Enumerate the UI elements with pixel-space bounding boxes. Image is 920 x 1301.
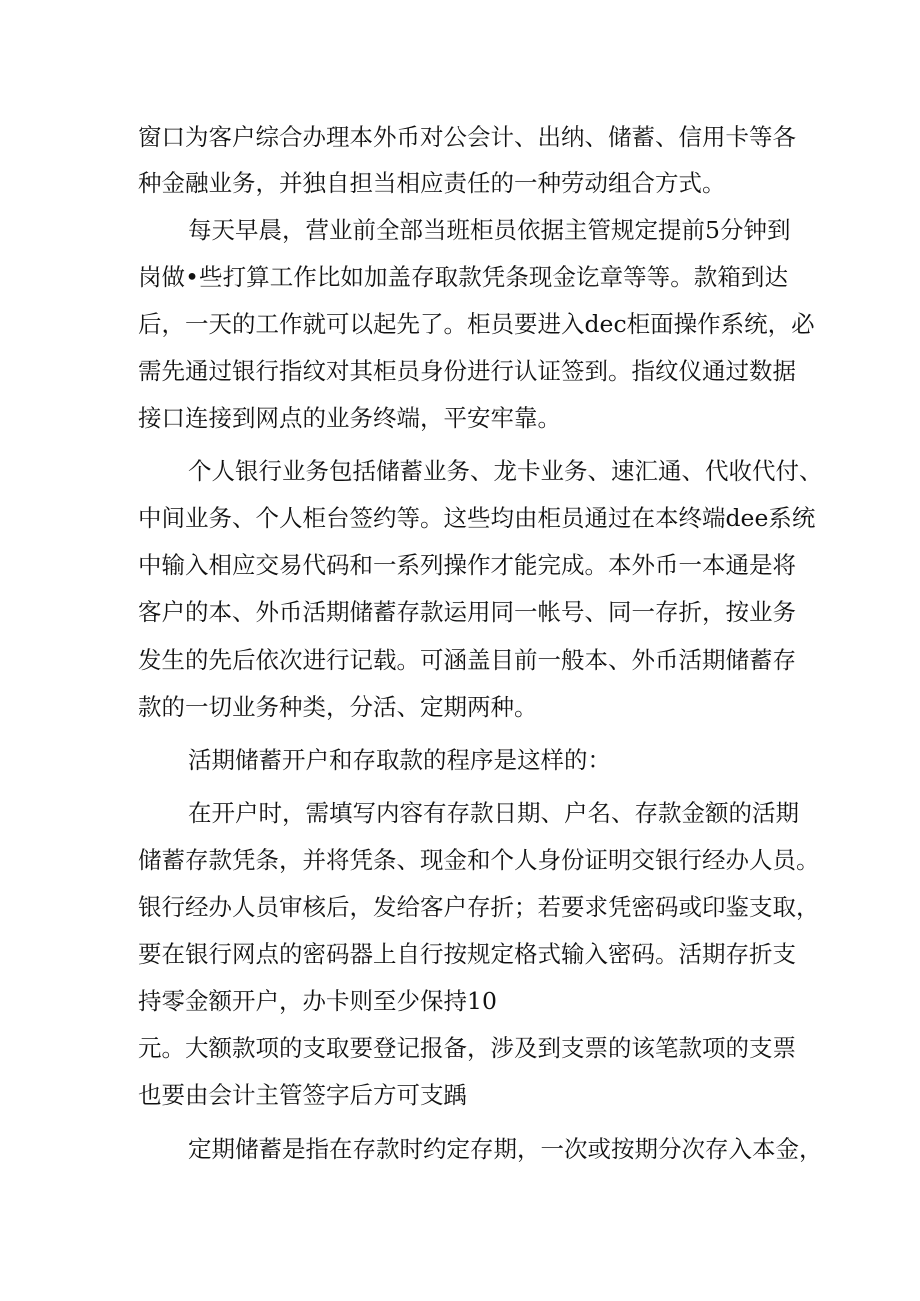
paragraph-first-line: 定期储蓄是指在存款时约定存期，一次或按期分次存入本金，: [188, 1135, 823, 1163]
paragraph-first-line: 个人银行业务包括储蓄业务、龙卡业务、速汇通、代收代付、: [188, 457, 823, 485]
text-line: 需先通过银行指纹对其柜员身份进行认证签到。指纹仪通过数据: [138, 357, 796, 385]
text-line: 种金融业务，并独自担当相应责任的一种劳动组合方式。: [138, 169, 726, 197]
text-line: 银行经办人员审核后，发给客户存折；若要求凭密码或印鉴支取，: [138, 893, 820, 921]
text-line: 客户的本、外币活期储蓄存款运用同一帐号、同一存折，按业务: [138, 598, 796, 626]
text-line: 储蓄存款凭条，并将凭条、现金和个人身份证明交银行经办人员。: [138, 846, 820, 874]
text-line: 后，一天的工作就可以起先了。柜员要进入dec柜面操作系统，必: [138, 310, 815, 338]
text-line: 也要由会计主管签字后方可支踽: [138, 1081, 467, 1109]
text-line: 中输入相应交易代码和一系列操作才能完成。本外币一本通是将: [138, 551, 796, 579]
text-line: 持零金额开户，办卡则至少保持10: [138, 987, 497, 1015]
paragraph-first-line: 每天早晨，营业前全部当班柜员依据主管规定提前5分钟到: [188, 216, 791, 244]
text-line: 要在银行网点的密码器上自行按规定格式输入密码。活期存折支: [138, 940, 796, 968]
text-line: 款的一切业务种类，分活、定期两种。: [138, 693, 538, 721]
text-line: 元。大额款项的支取要登记报备，涉及到支票的该笔款项的支票: [138, 1034, 796, 1062]
text-line: 窗口为客户综合办理本外币对公会计、出纳、储蓄、信用卡等各: [138, 123, 796, 151]
paragraph-first-line: 在开户时，需填写内容有存款日期、户名、存款金额的活期: [188, 799, 799, 827]
text-line: 接口连接到网点的业务终端，平安牢靠。: [138, 404, 561, 432]
text-line: 岗做•些打算工作比如加盖存取款凭条现金讫章等等。款箱到达: [138, 263, 788, 291]
text-line: 发生的先后依次进行记载。可涵盖目前一般本、外币活期储蓄存: [138, 646, 796, 674]
paragraph-first-line: 活期储蓄开户和存取款的程序是这样的：: [188, 746, 611, 774]
text-line: 中间业务、个人柜台签约等。这些均由柜员通过在本终端dee系统: [138, 504, 816, 532]
